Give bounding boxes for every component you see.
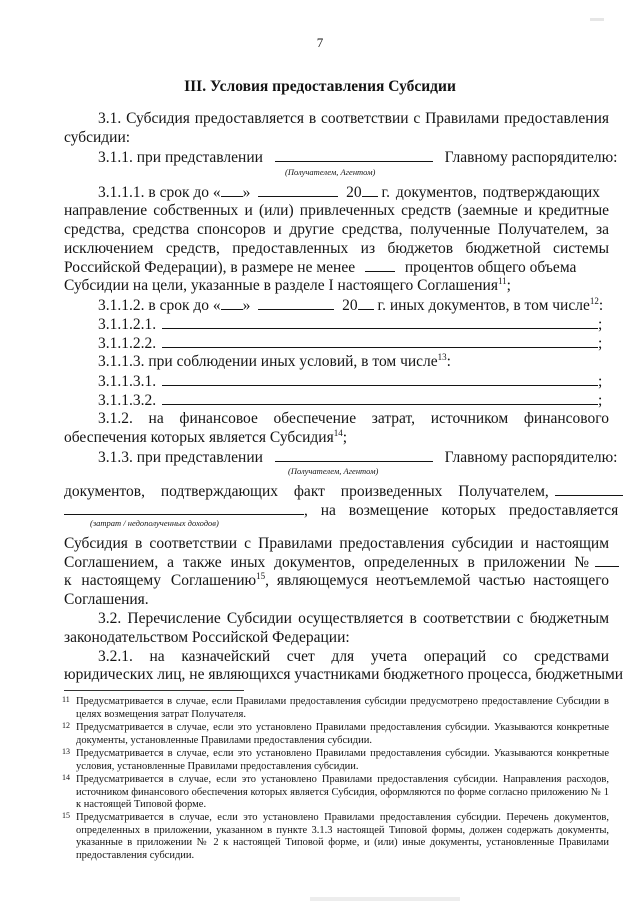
clause-3-1-1-1-line-5: Российской Федерации), в размере не менее процентов общего объема: [64, 259, 577, 276]
clause-3-1-1-3: 3.1.1.3. при соблюдении иных условий, в том числе$^{13}$:: [98, 351, 451, 370]
clause-3-1-2-line-2: обеспечения которых является Субсидия$^{14}$;: [64, 427, 348, 446]
clause-3-1-1-1-line-2: направление собственных и (или) привлеченных средств (заемные и кредитные: [64, 202, 609, 219]
clause-3-2-1-line-2: юридических лиц, не являющихся участниками бюджетного процесса, бюджетными: [64, 666, 624, 683]
clause-3-1-line-1: 3.1. Субсидия предоставляется в соответствии с Правилами предоставления: [98, 110, 609, 127]
clause-3-1-1-1-line-1: 3.1.1.1. в срок до « » 20 г. документов, подтверждающих: [98, 184, 600, 201]
clause-3-2-line-1: 3.2. Перечисление Субсидии осуществляется в соответствии с бюджетным: [98, 610, 609, 627]
blank-annex-number[interactable]: [595, 553, 619, 567]
blank-recipient[interactable]: [275, 148, 433, 162]
footnote-11: 11 Предусматривается в случае, если Правилами предоставления субсидии предусмотрено предоставление Субсидии в целях возмещения затрат Получателя.: [62, 695, 609, 720]
section-title: III. Условия предоставления Субсидии: [184, 78, 456, 95]
clause-3-1-1-2: 3.1.1.2. в срок до « » 20 г. иных документов, в том числе$^{12}$:: [98, 295, 604, 314]
blank-condition-2[interactable]: [162, 391, 598, 405]
clause-3-1-3-line-5: Соглашением, а также иных документов, определенных в приложении №: [64, 553, 609, 571]
hint-recipient-agent: (Получателем, Агентом): [285, 167, 376, 177]
blank-document-2[interactable]: [162, 334, 598, 348]
clause-3-2-1-line-1: 3.2.1. на казначейский счет для учета операций со средствами: [98, 648, 609, 665]
blank-month-2[interactable]: [258, 296, 334, 310]
blank-percent[interactable]: [365, 258, 395, 272]
scan-artifact-bottom: [310, 897, 460, 901]
clause-3-1-3-line-3: , на возмещение которых предоставляется: [64, 501, 609, 519]
footnote-14: 14 Предусматривается в случае, если это установлено Правилами предоставления субсидии. Направления расходов, источником финансового обеспечения которых является Субсидия, оформляются по форме согласно приложению № 1 к настоящей Типовой форме.: [62, 773, 609, 810]
clause-3-1-3-line-7: Соглашения.: [64, 591, 149, 608]
footnote-13: 13 Предусматривается в случае, если это установлено Правилами предоставления субсидии. Указываются конкретные условия, установленные Правилами предоставления субсидии.: [62, 747, 609, 772]
blank-condition-1[interactable]: [162, 372, 598, 386]
footnote-15: 15 Предусматривается в случае, если это установлено Правилами предоставления субсидии. Перечень документов, определенных в приложении, указанном в пункте 3.1.3 настоящей Типовой формы, должен содержать документы, указанные в приложении № 2 к настоящей Типовой форме, и (или) иные документы, установленные Правилами предоставления субсидии.: [62, 811, 609, 861]
blank-day-2[interactable]: [221, 296, 243, 310]
clause-3-1-1-3-1: 3.1.1.3.1. ;: [98, 373, 603, 390]
clause-3-1-1: 3.1.1. при представлении Главному распорядителю:: [98, 149, 618, 166]
blank-costs[interactable]: [555, 482, 623, 496]
clause-3-1-1-1-line-4: исключением средств, предоставленных из бюджетов бюджетной системы: [64, 240, 609, 257]
clause-3-1-3-line-4: Субсидия в соответствии с Правилами предоставления субсидии и настоящим: [64, 535, 609, 552]
blank-costs-type[interactable]: [64, 501, 304, 515]
clause-3-1-3-line-1: 3.1.3. при представлении Главному распорядителю:: [98, 449, 618, 466]
clause-3-1-3-line-6: к настоящему Соглашению$^{15}$, являющемуся неотъемлемой частью настоящего: [64, 570, 609, 589]
blank-recipient-2[interactable]: [275, 448, 433, 462]
clause-3-1-3-line-2: документов, подтверждающих факт произведенных Получателем,: [64, 482, 609, 500]
blank-document-1[interactable]: [162, 315, 598, 329]
clause-3-2-line-2: законодательством Российской Федерации:: [64, 629, 350, 646]
blank-day[interactable]: [221, 183, 243, 197]
blank-year[interactable]: [362, 183, 378, 197]
hint-costs-type: (затрат / недополученных доходов): [90, 518, 219, 528]
blank-year-2[interactable]: [358, 296, 374, 310]
footnote-12: 12 Предусматривается в случае, если это установлено Правилами предоставления субсидии. Указываются конкретные документы, установленные Правилами предоставления субсидии.: [62, 721, 609, 746]
clause-3-1-1-1-line-3: средства, средства спонсоров и другие средства, полученные Получателем, за: [64, 221, 609, 238]
clause-3-1-line-2: субсидии:: [64, 129, 131, 146]
clause-3-1-2-line-1: 3.1.2. на финансовое обеспечение затрат, источником финансового: [98, 410, 609, 427]
blank-month[interactable]: [258, 183, 338, 197]
clause-3-1-1-2-1: 3.1.1.2.1. ;: [98, 316, 603, 333]
scan-artifact: [590, 18, 604, 21]
clause-3-1-1-3-2: 3.1.1.3.2. ;: [98, 392, 603, 409]
clause-3-1-1-2-2: 3.1.1.2.2. ;: [98, 335, 603, 352]
clause-3-1-1-1-line-6: Субсидии на цели, указанные в разделе I настоящего Соглашения$^{11}$;: [64, 275, 511, 294]
hint-recipient-agent-2: (Получателем, Агентом): [288, 466, 379, 476]
footnote-divider: [64, 690, 244, 691]
page-number: 7: [316, 35, 324, 50]
